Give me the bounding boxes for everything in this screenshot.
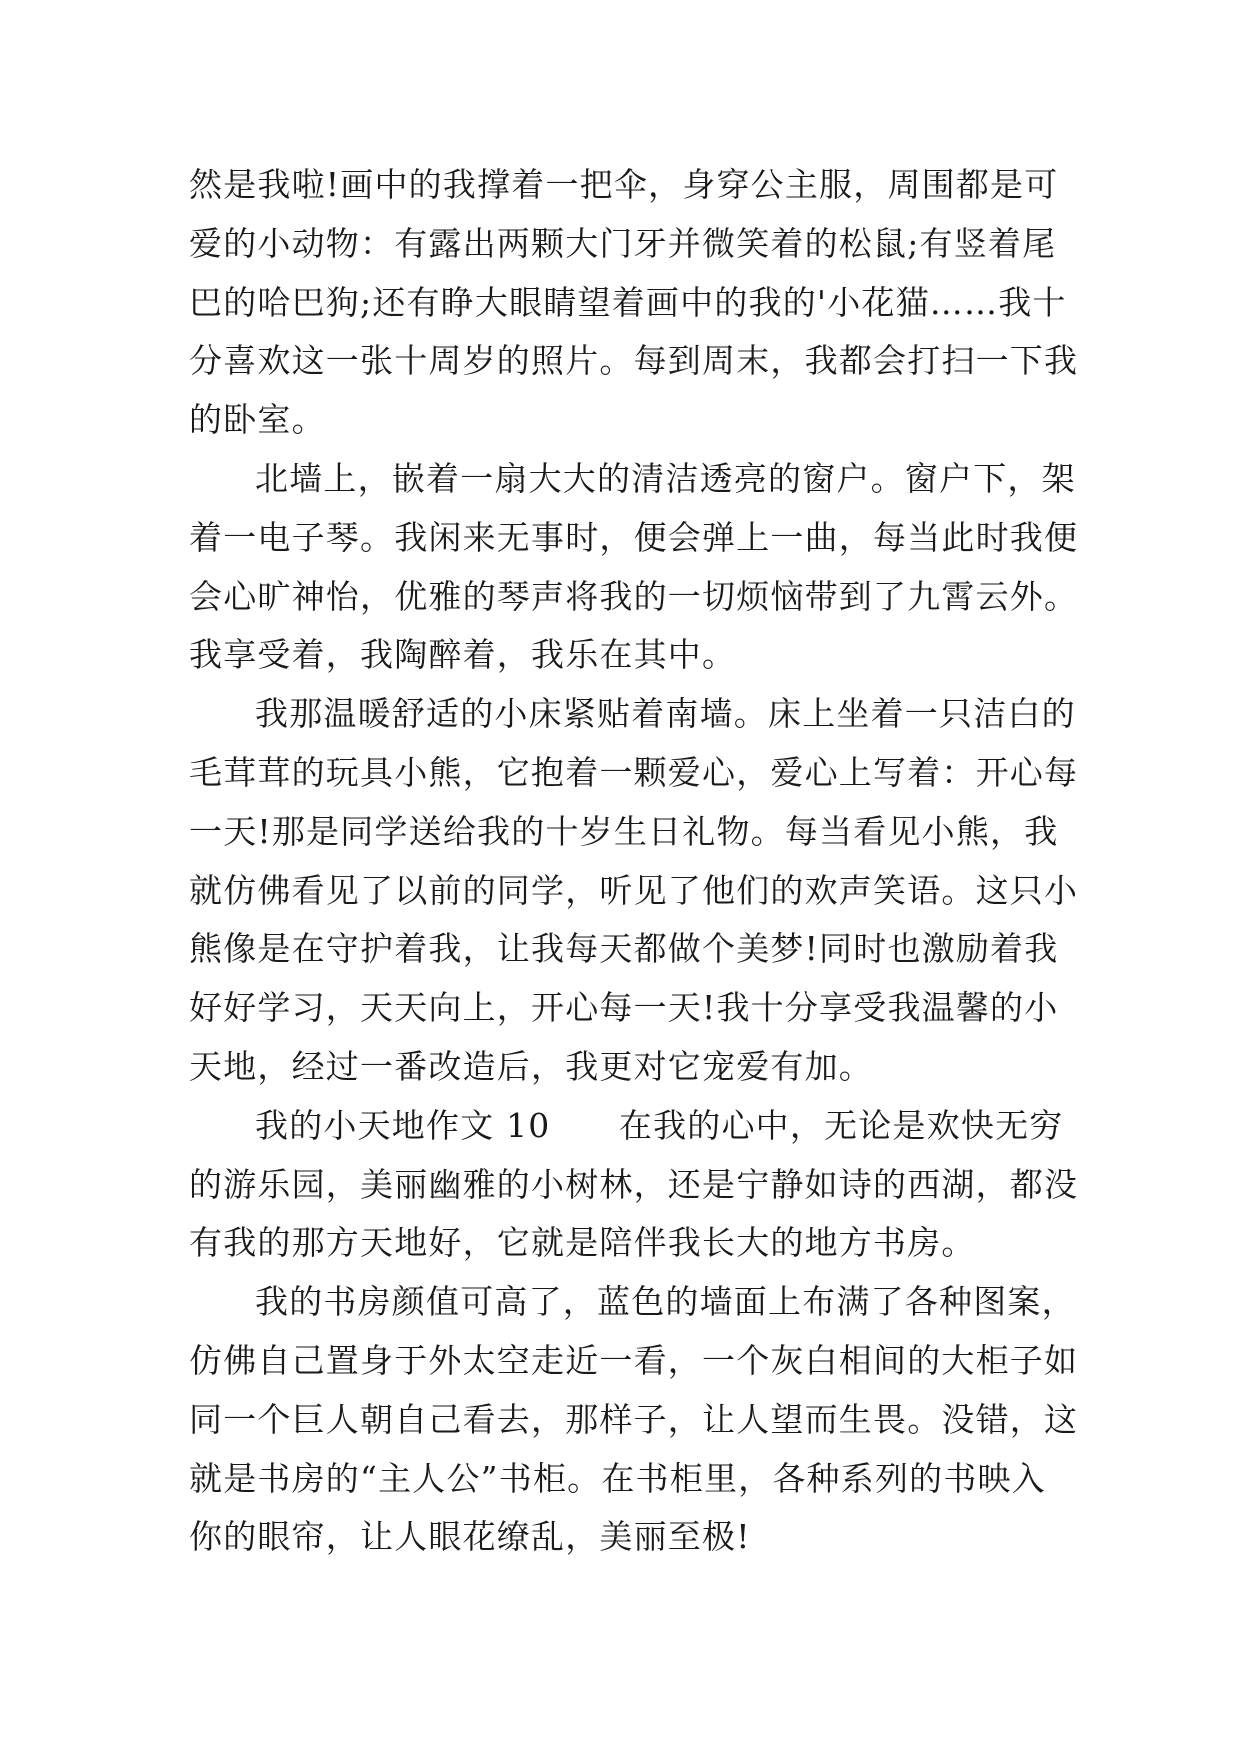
text-line: 我那温暖舒适的小床紧贴着南墙。床上坐着一只洁白的 — [255, 694, 1076, 734]
text-line: 分喜欢这一张十周岁的照片。每到周末，我都会打扫一下我 — [189, 341, 1079, 381]
text-line: 然是我啦!画中的我撑着一把伞，身穿公主服，周围都是可 — [189, 165, 1059, 204]
text-line: 你的眼帘，让人眼花缭乱，美丽至极! — [189, 1517, 751, 1557]
text-line: 我的小天地作文 10 在我的心中，无论是欢快无穷 — [255, 1105, 1064, 1145]
text-line: 好好学习，天天向上，开心每一天!我十分享受我温馨的小 — [189, 988, 1059, 1028]
text-line: 的游乐园，美丽幽雅的小树林，还是宁静如诗的西湖，都没 — [189, 1164, 1079, 1204]
text-line: 毛茸茸的玩具小熊，它抱着一颗爱心，爱心上写着：开心每 — [189, 752, 1079, 792]
text-line: 有我的那方天地好，它就是陪伴我长大的地方书房。 — [189, 1223, 976, 1263]
paragraph-5 — [189, 1273, 1079, 1567]
text-line: 会心旷神怡，优雅的琴声将我的一切烦恼带到了九霄云外。 — [189, 576, 1079, 616]
text-line: 就仿佛看见了以前的同学，听见了他们的欢声笑语。这只小 — [189, 870, 1079, 910]
text-line: 就是书房的“主人公”书柜。在书柜里，各种系列的书映入 — [189, 1458, 1046, 1498]
text-line: 着一电子琴。我闲来无事时，便会弹上一曲，每当此时我便 — [189, 517, 1079, 557]
text-line: 一天!那是同学送给我的十岁生日礼物。每当看见小熊，我 — [189, 811, 1059, 851]
text-line: 我的书房颜值可高了，蓝色的墙面上布满了各种图案， — [255, 1282, 1076, 1322]
text-line: 的卧室。 — [189, 400, 326, 440]
paragraph-2 — [189, 450, 1079, 685]
text-line: 同一个巨人朝自己看去，那样子，让人望而生畏。没错，这 — [189, 1399, 1079, 1439]
text-line: 北墙上，嵌着一扇大大的清洁透亮的窗户。窗户下，架 — [255, 458, 1076, 498]
paragraph-3 — [189, 685, 1079, 1097]
paragraph-4 — [189, 1097, 1079, 1273]
text-line: 我享受着，我陶醉着，我乐在其中。 — [189, 635, 737, 675]
text-line: 熊像是在守护着我，让我每天都做个美梦!同时也激励着我 — [189, 929, 1059, 969]
text-line: 天地，经过一番改造后，我更对它宠爱有加。 — [189, 1046, 873, 1086]
paragraph-1 — [189, 156, 1079, 450]
essay-body — [189, 156, 1079, 1567]
text-line: 爱的小动物：有露出两颗大门牙并微笑着的松鼠;有竖着尾 — [189, 223, 1057, 263]
text-line: 仿佛自己置身于外太空走近一看，一个灰白相间的大柜子如 — [189, 1340, 1079, 1380]
text-line: 巴的哈巴狗;还有睁大眼睛望着画中的我的'小花猫……我十 — [189, 282, 1067, 322]
